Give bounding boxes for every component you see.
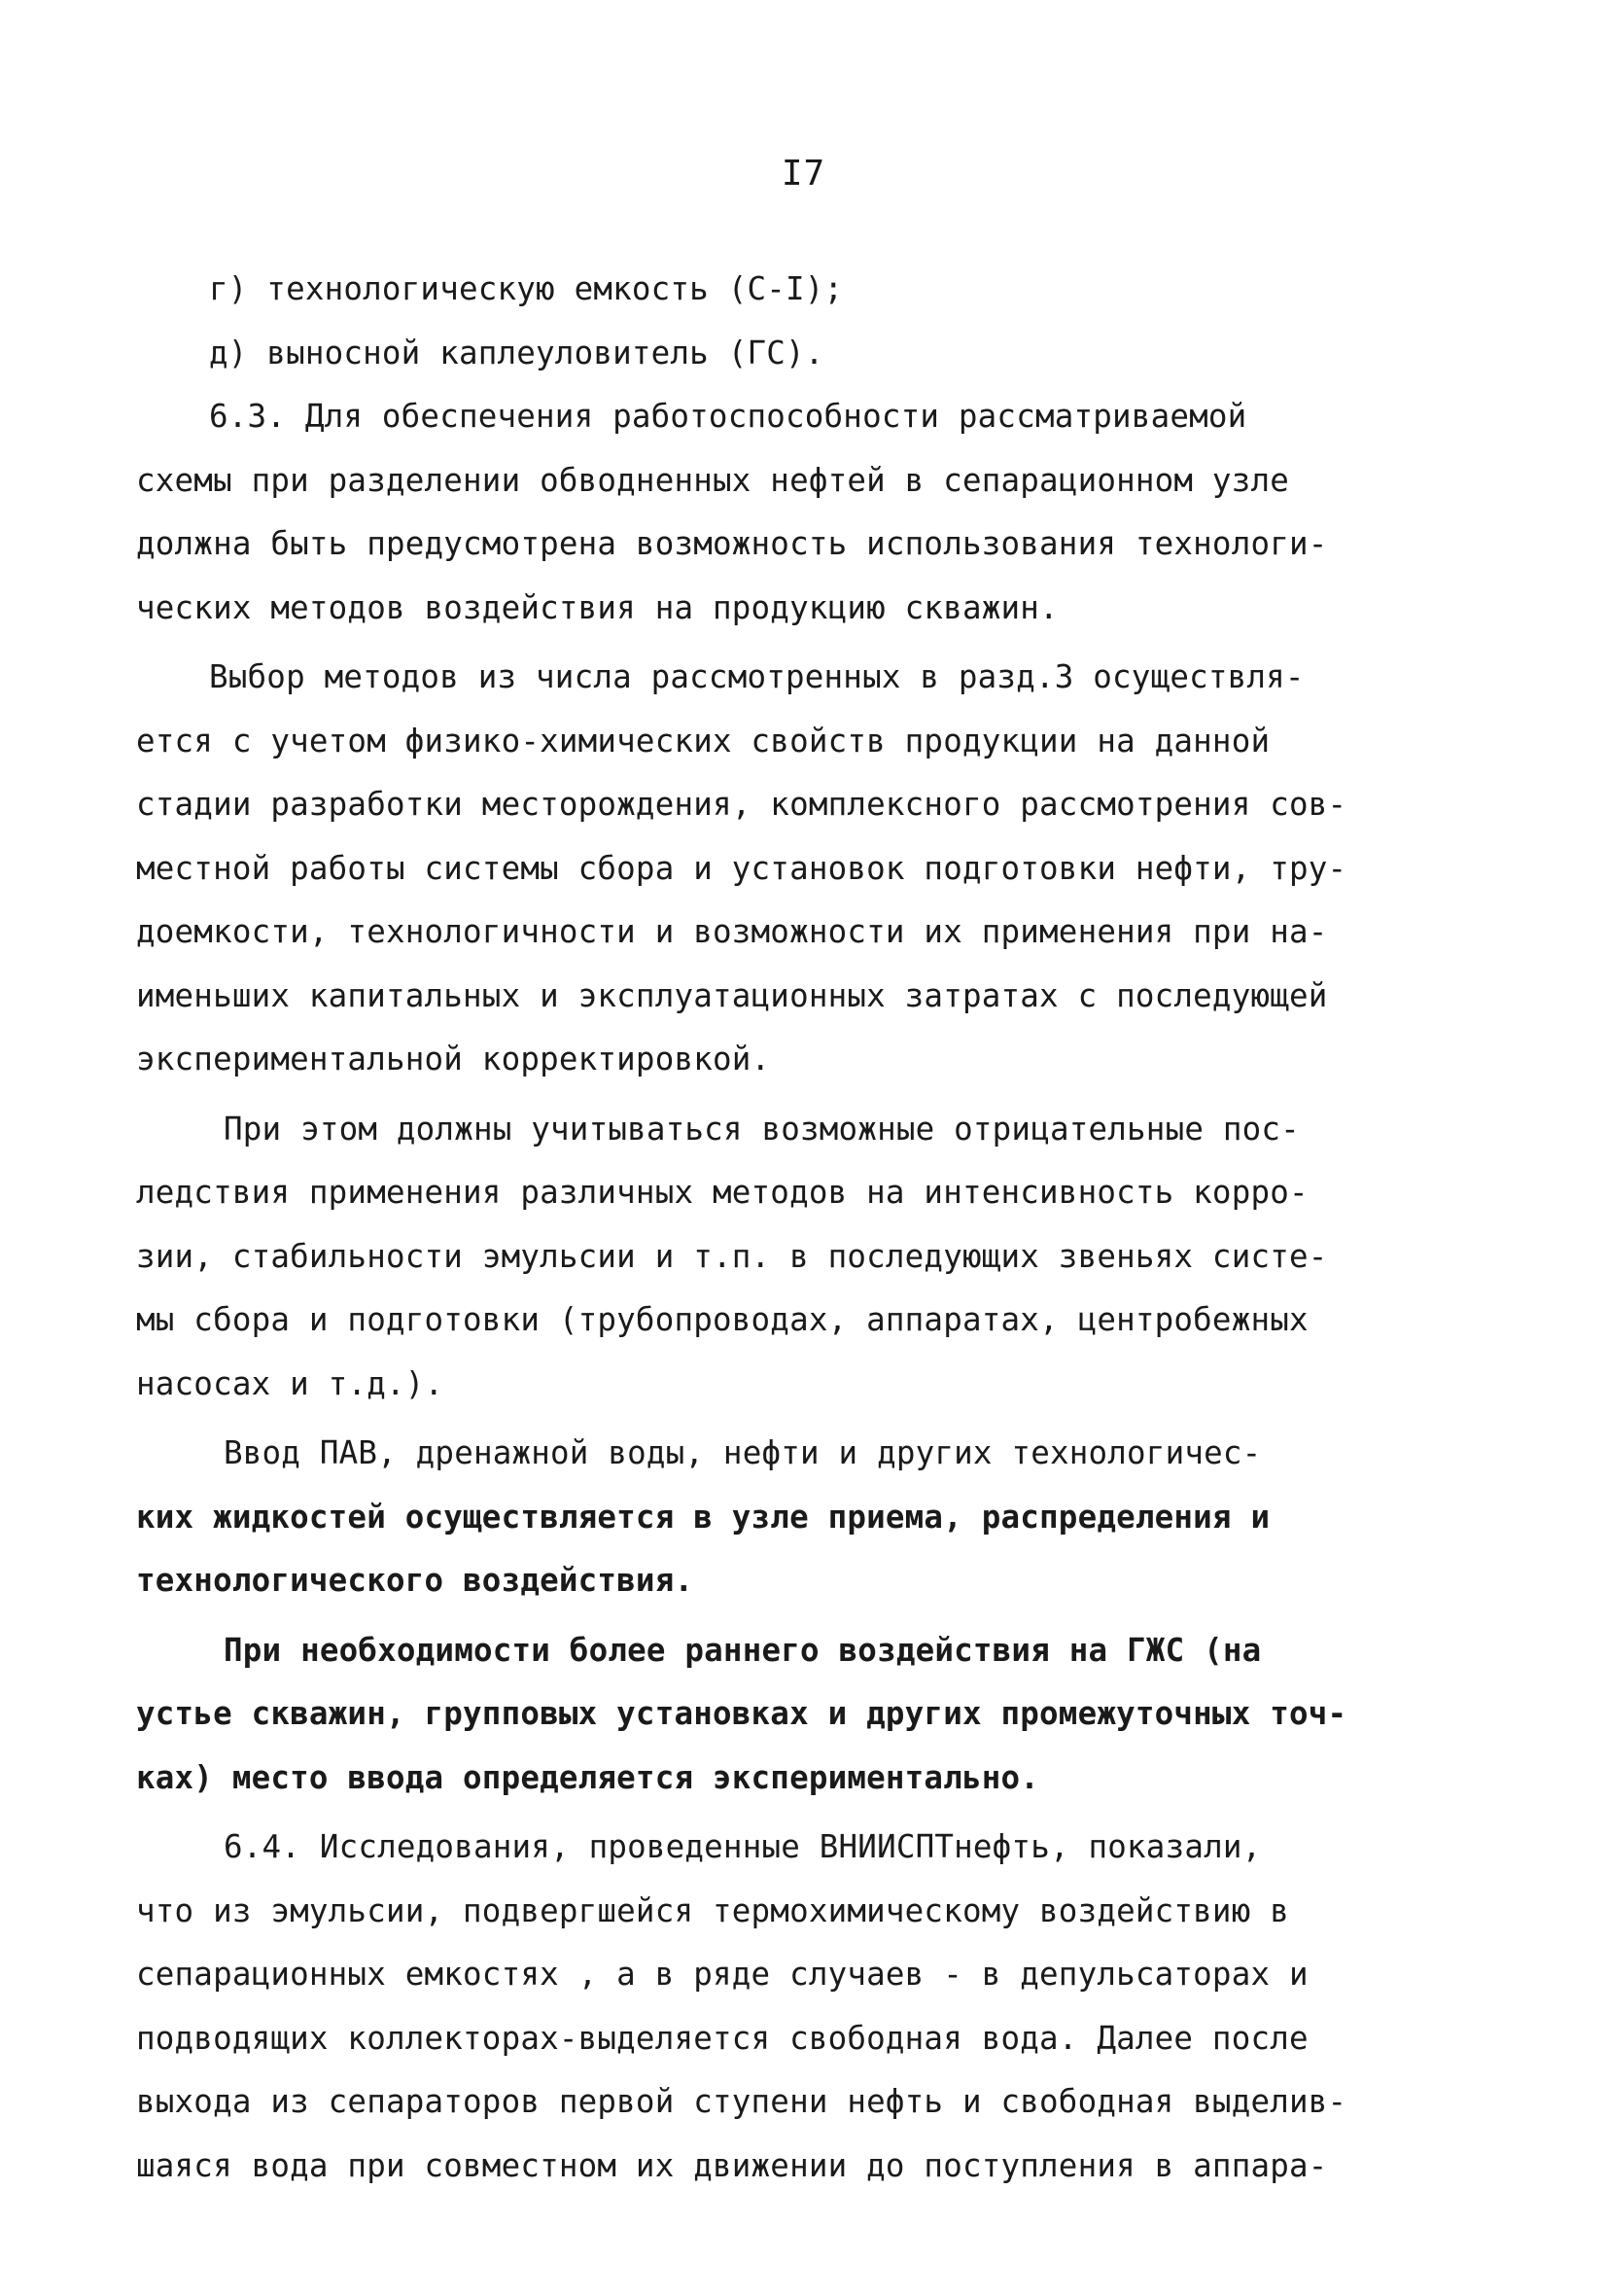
text-line: 6.4. Исследования, проведенные ВНИИСПТнефть, показали, xyxy=(224,1828,1262,1865)
text-line: выхода из сепараторов первой ступени нефть и свободная выделив- xyxy=(136,2083,1347,2120)
text-line: д) выносной каплеуловитель (ГС). xyxy=(209,334,824,371)
text-line: местной работы системы сбора и установок подготовки нефти, тру- xyxy=(136,849,1347,887)
text-line: насосах и т.д.). xyxy=(136,1364,444,1402)
text-line: доемкости, технологичности и возможности их применения при на- xyxy=(136,913,1328,950)
text-line: сепарационных емкостях , а в ряде случаев - в депульсаторах и xyxy=(136,1956,1309,1993)
text-line: зии, стабильности эмульсии и т.п. в последующих звеньях систе- xyxy=(136,1237,1328,1275)
text-line: ких жидкостей осуществляется в узле приема, распределения и xyxy=(136,1498,1271,1536)
text-line: именьших капитальных и эксплуатационных затратах с последующей xyxy=(136,976,1328,1014)
text-line: ледствия применения различных методов на интенсивность корро- xyxy=(136,1174,1309,1211)
text-line: шаяся вода при совместном их движении до поступления в аппара- xyxy=(136,2146,1328,2184)
page-number: I7 xyxy=(781,154,826,194)
body-text xyxy=(136,258,1444,2198)
text-line: ется с учетом физико-химических свойств продукции на данной xyxy=(136,722,1271,759)
text-line: технологического воздействия. xyxy=(136,1562,694,1599)
text-line: 6.3. Для обеспечения работоспособности рассматриваемой xyxy=(209,398,1247,435)
text-line: экспериментальной корректировкой. xyxy=(136,1041,771,1077)
text-line: подводящих коллекторах-выделяется свободная вода. Далее после xyxy=(136,2019,1309,2057)
text-line: ках) место ввода определяется экспериментально. xyxy=(136,1758,1040,1796)
text-line: должна быть предусмотрена возможность использования технологи- xyxy=(136,525,1328,562)
text-line: Ввод ПАВ, дренажной воды, нефти и других технологичес- xyxy=(224,1434,1262,1471)
text-line: что из эмульсии, подвергшейся термохимическому воздействию в xyxy=(136,1891,1289,1929)
text-line: г) технологическую емкость (С-I); xyxy=(209,270,844,307)
text-line: стадии разработки месторождения, комплексного рассмотрения сов- xyxy=(136,786,1347,823)
text-line: Выбор методов из числа рассмотренных в разд.3 осуществля- xyxy=(209,658,1305,695)
text-line: мы сбора и подготовки (трубопроводах, аппаратах, центробежных xyxy=(136,1301,1309,1338)
text-line: схемы при разделении обводненных нефтей в сепарационном узле xyxy=(136,461,1289,499)
text-line: ческих методов воздействия на продукцию скважин. xyxy=(136,588,1059,626)
text-line: При необходимости более раннего воздействия на ГЖС (на xyxy=(224,1631,1262,1669)
text-line: устье скважин, групповых установках и других промежуточных точ- xyxy=(136,1695,1347,1732)
text-line: При этом должны учитываться возможные отрицательные пос- xyxy=(224,1110,1300,1148)
